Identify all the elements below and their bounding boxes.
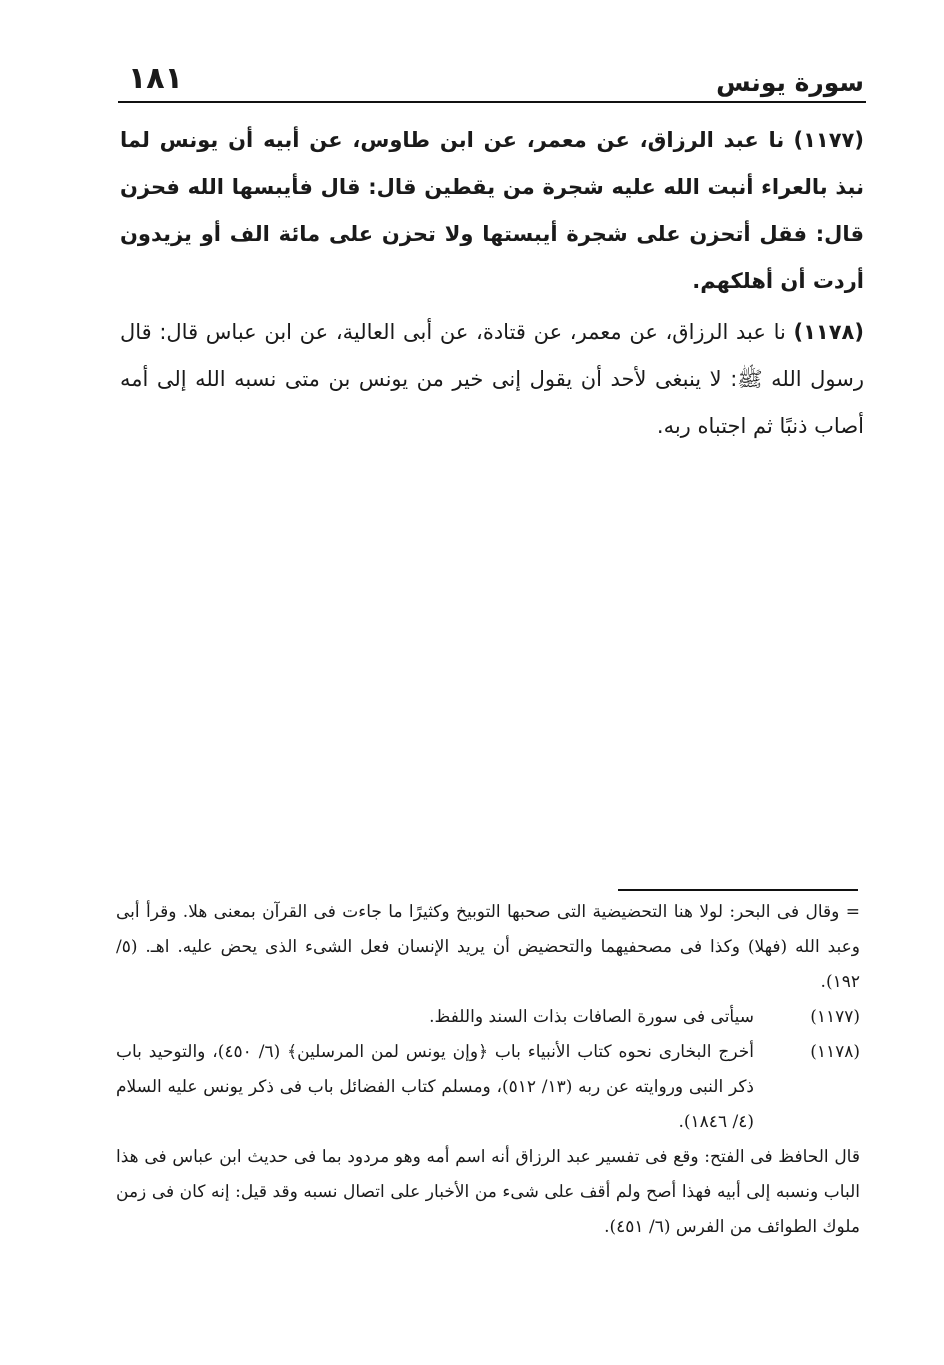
footnote-number: (١١٧٧): [810, 1007, 860, 1027]
footnote-text: أخرج البخارى نحوه كتاب الأنبياء باب ﴿وإن يونس لمن المرسلين﴾ (٦/ ٤٥٠)، والتوحيد باب ذكر النبى وروايته عن ربه (١٣/ ٥١٢)، ومسلم كتاب الفضائل باب فى ذكر يونس عليه السلام (٤/ ١٨٤٦).: [116, 1042, 754, 1132]
footnote-1177: [116, 1000, 860, 1035]
hadith-text: نا عبد الرزاق، عن معمر، عن قتادة، عن أبى العالية، عن ابن عباس قال: قال رسول الله ﷺ: لا ينبغى لأحد أن يقول إنى خير من يونس بن متى نسبه الله إلى أمه أصاب ذنبًا ثم اجتباه ربه.: [120, 320, 864, 438]
running-title: سورة يونس: [716, 68, 864, 97]
header-divider: [118, 101, 866, 103]
footnote-number: (١١٧٨): [810, 1042, 860, 1062]
footnotes: [116, 895, 860, 1245]
footnote-text: سيأتى فى سورة الصافات بذات السند واللفظ.: [429, 1007, 754, 1027]
page-number: ١٨١: [128, 61, 183, 96]
hadith-text: نا عبد الرزاق، عن معمر، عن ابن طاوس، عن أبيه أن يونس لما نبذ بالعراء أنبت الله عليه شجرة من يقطين قال: قال فأيبسها الله فحزن قال: فقل أتحزن على شجرة أيبستها ولا تحزن على مائة الف أو يزيدون أردت أن أهلكهم.: [120, 128, 864, 293]
hadith-number: (١١٧٧): [793, 128, 864, 152]
footnote-commentary: قال الحافظ فى الفتح: وقع فى تفسير عبد الرزاق أنه اسم أمه وهو مردود بما فى حديث ابن عباس فى هذا الباب ونسبه إلى أبيه فهذا أصح ولم أقف على شىء من الأخبار على اتصال نسبه وقد قيل: إنه كان فى زمن ملوك الطوائف من الفرس (٦/ ٤٥١).: [116, 1147, 860, 1237]
hadith-number: (١١٧٨): [793, 320, 864, 344]
main-text: [120, 117, 864, 454]
hadith-1177: [120, 117, 864, 305]
footnote-continuation: = وقال فى البحر: لولا هنا التحضيضية التى صحبها التوبيخ وكثيرًا ما جاءت فى القرآن بمعنى هلا. وقرأ أبى وعبد الله (فهلا) وكذا فى مصحفيهما والتحضيض أن يريد الإنسان فعل الشىء الذى يحض عليه. اهـ. (٥/ ١٩٢).: [116, 902, 860, 992]
footnote-divider: [618, 889, 858, 891]
page-header: [120, 58, 864, 102]
hadith-1178: [120, 309, 864, 450]
footnote-1178: [116, 1035, 860, 1140]
